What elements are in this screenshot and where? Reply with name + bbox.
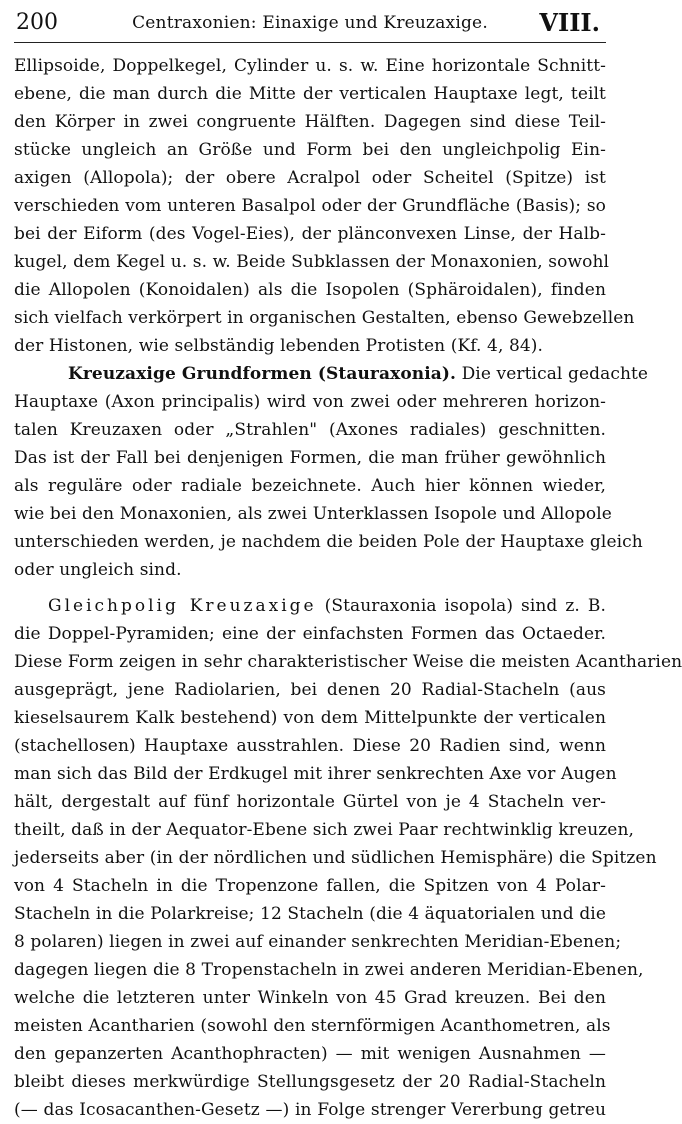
- text-line: [14, 360, 649, 388]
- text-line: Diese Form zeigen in sehr charakteristischer Weise die meisten Acantharien: [14, 652, 682, 672]
- text-line: man sich das Bild der Erdkugel mit ihrer senkrechten Axe vor Augen: [14, 764, 617, 784]
- text-line: talen Kreuzaxen oder „Strahlen" (Axones radiales) geschnitten.: [14, 420, 606, 440]
- text-line: (— das Icosacanthen-Gesetz —) in Folge strenger Vererbung getreu: [14, 1100, 606, 1120]
- page-number: 200: [16, 10, 58, 35]
- text-line: meisten Acantharien (sowohl den sternförmigen Acanthometren, als: [14, 1016, 611, 1036]
- text-line: der Histonen, wie selbständig lebenden Protisten (Kf. 4, 84).: [14, 336, 544, 356]
- text-line: welche die letzteren unter Winkeln von 45 Grad kreuzen. Bei den: [14, 988, 606, 1008]
- text-line: bleibt dieses merkwürdige Stellungsgesetz der 20 Radial-Stacheln: [14, 1072, 606, 1092]
- text-line: kieselsaurem Kalk bestehend) von dem Mittelpunkte der verticalen: [14, 708, 606, 728]
- text-line: (stachellosen) Hauptaxe ausstrahlen. Diese 20 Radien sind, wenn: [14, 736, 606, 756]
- spaced-term: Gleichpolig Kreuzaxige: [48, 596, 317, 616]
- paragraph-stauraxonia: [14, 360, 649, 584]
- text-line: stücke ungleich an Größe und Form bei den ungleichpolig Ein-: [14, 140, 606, 160]
- paragraph-monaxonia: [14, 52, 635, 360]
- text-line: theilt, daß in der Aequator-Ebene sich zwei Paar rechtwinklig kreuzen,: [14, 820, 635, 840]
- text-line: bei der Eiform (des Vogel-Eies), der plänconvexen Linse, der Halb-: [14, 224, 606, 244]
- text-line: axigen (Allopola); der obere Acralpol oder Scheitel (Spitze) ist: [14, 168, 606, 188]
- text-line: ausgeprägt, jene Radiolarien, bei denen 20 Radial-Stacheln (aus: [14, 680, 606, 700]
- text-line: Stacheln in die Polarkreise; 12 Stacheln (die 4 äquatorialen und die: [14, 904, 606, 924]
- text-line: den Körper in zwei congruente Hälften. Dagegen sind diese Teil-: [14, 112, 606, 132]
- text-line: Hauptaxe (Axon principalis) wird von zwei oder mehreren horizon-: [14, 392, 606, 412]
- running-title: Centraxonien: Einaxige und Kreuzaxige.: [132, 13, 488, 33]
- text-line: Das ist der Fall bei denjenigen Formen, die man früher gewöhnlich: [14, 448, 606, 468]
- section-heading: Kreuzaxige Grundformen (Stauraxonia).: [68, 364, 457, 384]
- text-line: dagegen liegen die 8 Tropenstacheln in zwei anderen Meridian-Ebenen,: [14, 960, 644, 980]
- text-line: von 4 Stacheln in die Tropenzone fallen, die Spitzen von 4 Polar-: [14, 876, 606, 896]
- paragraph-isopola: [14, 592, 682, 1124]
- text-line: als reguläre oder radiale bezeichnete. Auch hier können wieder,: [14, 476, 606, 496]
- heading-line-rest: Die vertical gedachte: [461, 364, 649, 384]
- text-line: sich vielfach verkörpert in organischen Gestalten, ebenso Gewebzellen: [14, 308, 635, 328]
- text-line: kugel, dem Kegel u. s. w. Beide Subklassen der Monaxonien, sowohl: [14, 252, 610, 272]
- text-line: unterschieden werden, je nachdem die beiden Pole der Hauptaxe gleich: [14, 532, 643, 552]
- text-line: verschieden vom unteren Basalpol oder der Grundfläche (Basis); so: [14, 196, 606, 216]
- text-line: ebene, die man durch die Mitte der verticalen Hauptaxe legt, teilt: [14, 84, 606, 104]
- text-line: oder ungleich sind.: [14, 560, 182, 580]
- term-line-rest: (Stauraxonia isopola) sind z. B.: [324, 596, 606, 616]
- text-line: die Doppel-Pyramiden; eine der einfachsten Formen das Octaeder.: [14, 624, 606, 644]
- text-line: jederseits aber (in der nördlichen und südlichen Hemisphäre) die Spitzen: [14, 848, 657, 868]
- text-line: 8 polaren) liegen in zwei auf einander senkrechten Meridian-Ebenen;: [14, 932, 622, 952]
- book-page: [14, 6, 682, 1120]
- text-line: hält, dergestalt auf fünf horizontale Gürtel von je 4 Stacheln ver-: [14, 792, 606, 812]
- text-line: die Allopolen (Konoidalen) als die Isopolen (Sphäroidalen), finden: [14, 280, 606, 300]
- chapter-number: VIII.: [539, 8, 600, 37]
- page-body: [14, 52, 682, 1124]
- text-line: [14, 592, 606, 620]
- text-line: Ellipsoide, Doppelkegel, Cylinder u. s. w. Eine horizontale Schnitt-: [14, 56, 606, 76]
- text-line: wie bei den Monaxonien, als zwei Unterklassen Isopole und Allopole: [14, 504, 612, 524]
- text-line: den gepanzerten Acanthophracten) — mit wenigen Ausnahmen —: [14, 1044, 606, 1064]
- header-rule: [14, 42, 606, 43]
- page-header: [14, 6, 606, 40]
